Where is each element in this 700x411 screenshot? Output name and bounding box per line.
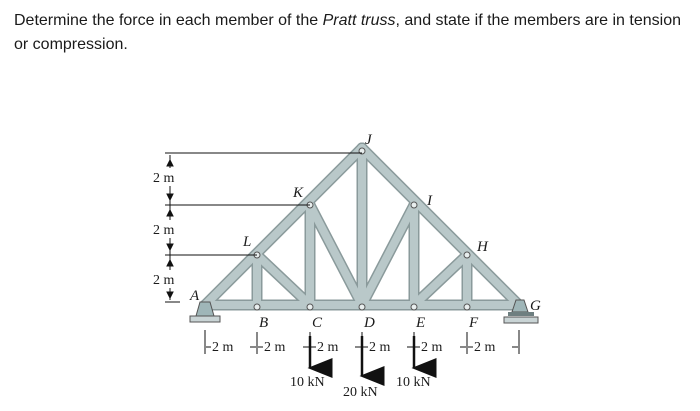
problem-text-part2: , and state if the members are in tension or compression.: [14, 12, 681, 53]
load-label-C: 10 kN: [290, 375, 325, 390]
load-label-D: 20 kN: [343, 385, 378, 400]
node-label-A: A: [190, 288, 200, 304]
node-label-L: L: [243, 234, 252, 250]
span-label-4: 2 m: [369, 340, 391, 355]
member-HE: [414, 255, 467, 305]
node-label-I: I: [427, 193, 432, 209]
problem-emphasis: Pratt truss: [322, 12, 396, 29]
node-label-C: C: [312, 315, 323, 331]
span-label-3: 2 m: [317, 340, 339, 355]
member-LC: [257, 255, 310, 305]
truss-members: [205, 148, 519, 305]
height-label-3: 2 m: [153, 273, 175, 288]
height-label-1: 2 m: [153, 171, 175, 186]
node-label-K: K: [293, 185, 304, 201]
node-label-G: G: [530, 298, 541, 314]
member-ID: [362, 205, 414, 305]
span-label-1: 2 m: [212, 340, 234, 355]
load-label-E: 10 kN: [396, 375, 431, 390]
node-label-B: B: [259, 315, 269, 331]
span-label-5: 2 m: [421, 340, 443, 355]
problem-text-part1: Determine the force in each member of the: [14, 12, 323, 29]
node-label-J: J: [365, 132, 372, 148]
node-label-E: E: [416, 315, 426, 331]
span-label-6: 2 m: [474, 340, 496, 355]
node-label-H: H: [477, 239, 488, 255]
node-label-D: D: [364, 315, 375, 331]
height-label-2: 2 m: [153, 223, 175, 238]
node-label-F: F: [469, 315, 479, 331]
span-label-2: 2 m: [264, 340, 286, 355]
member-KD: [310, 205, 362, 305]
